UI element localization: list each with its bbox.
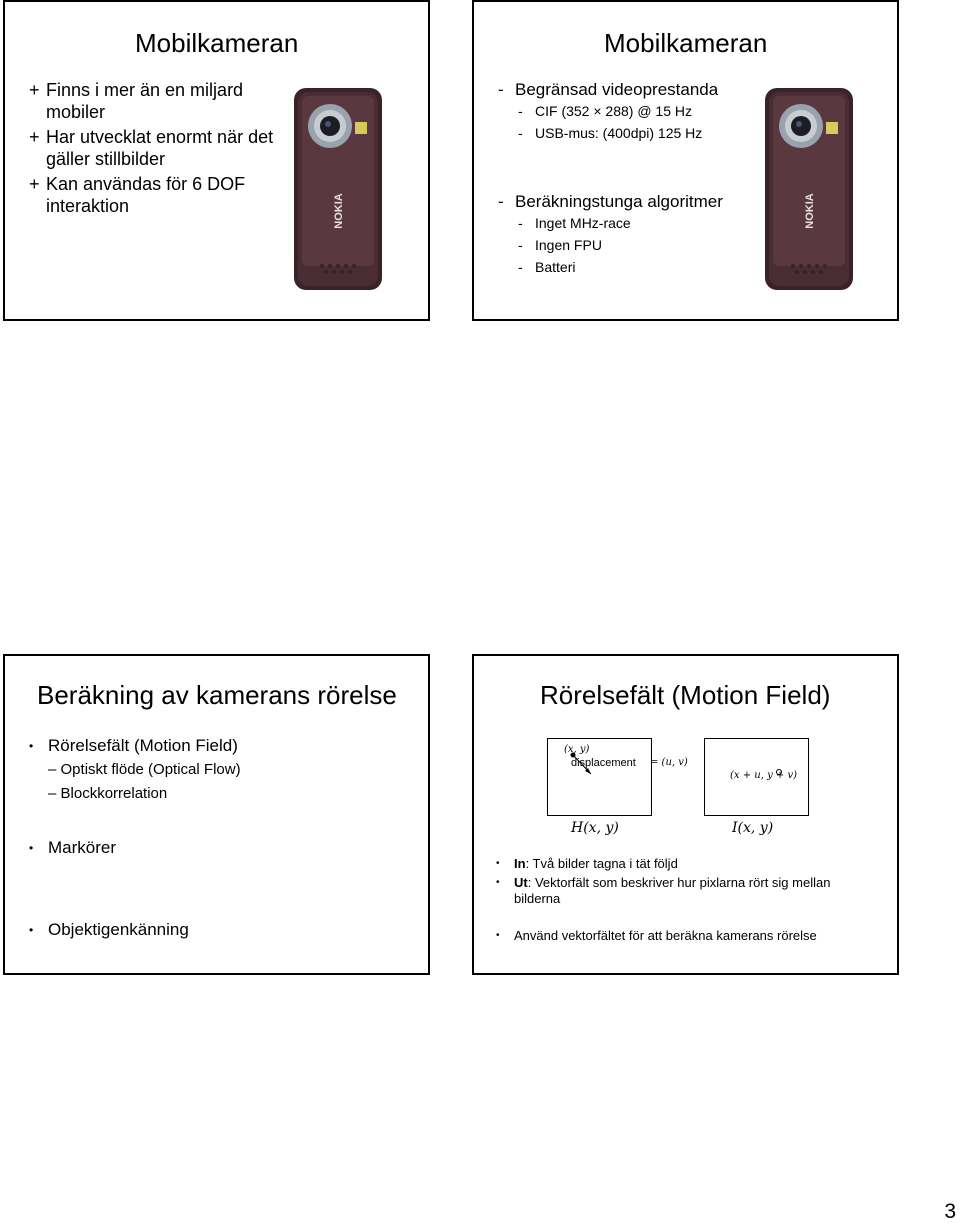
- list-item: [498, 192, 758, 212]
- list-item-text: Beräkningstunga algoritmer: [515, 192, 723, 211]
- caption-h: H(x, y): [571, 820, 619, 836]
- bullet-marker: •: [29, 841, 34, 855]
- plus-list: [29, 79, 279, 220]
- list-item-text: Begränsad videoprestanda: [515, 80, 719, 99]
- bullet-item: [492, 928, 844, 944]
- bullet-item: [27, 735, 238, 757]
- list-item: [29, 126, 279, 170]
- slide-kamerans-rorelse: [3, 654, 430, 975]
- slide-title: Mobilkameran: [604, 28, 768, 58]
- sub-item-text: Inget MHz-race: [535, 215, 631, 231]
- slide-title: Rörelsefält (Motion Field): [540, 680, 831, 710]
- dash-marker: -: [518, 259, 523, 275]
- brand-logo: NOKIA: [804, 193, 816, 229]
- dash-group: [498, 80, 758, 144]
- list-item-text: Kan användas för 6 DOF interaktion: [46, 174, 246, 216]
- bullet-marker: •: [496, 930, 500, 941]
- sub-item: [518, 256, 758, 278]
- dash-group: [498, 192, 758, 278]
- point-label: (x, y): [564, 744, 590, 755]
- sub-item: [518, 122, 758, 144]
- plus-marker: +: [29, 80, 40, 100]
- sub-item-text: Batteri: [535, 259, 576, 275]
- list-item: [498, 80, 758, 100]
- sub-item: [48, 785, 167, 802]
- nokia-phone-image: [292, 86, 384, 292]
- sub-item: [518, 212, 758, 234]
- bullet-item: [492, 856, 844, 872]
- slide-title: Mobilkameran: [135, 28, 299, 58]
- dash-marker: -: [518, 215, 523, 231]
- caption-i: I(x, y): [732, 820, 774, 836]
- shifted-point-label: (x + u, y + v): [730, 770, 798, 781]
- vector-label: = (u, v): [650, 757, 688, 768]
- bullet-marker: •: [496, 877, 500, 888]
- bullet-marker: •: [29, 739, 34, 753]
- dash-marker: –: [48, 761, 57, 778]
- sub-item-text: Optiskt flöde (Optical Flow): [60, 761, 241, 778]
- dash-marker: -: [518, 103, 523, 119]
- slide-mobilkameran-2: [472, 0, 899, 321]
- bullet-text: Markörer: [48, 838, 117, 857]
- dash-marker: -: [498, 80, 504, 99]
- slide-title: Beräkning av kamerans rörelse: [37, 680, 397, 710]
- sub-item-text: USB-mus: (400dpi) 125 Hz: [535, 125, 703, 141]
- bullet-bold: Ut: [514, 875, 528, 890]
- sub-item-text: Blockkorrelation: [60, 785, 168, 802]
- list-item: [29, 79, 279, 123]
- bullet-text: : Två bilder tagna i tät följd: [525, 856, 678, 871]
- bullet-text: Rörelsefält (Motion Field): [48, 736, 238, 755]
- plus-marker: +: [29, 127, 40, 147]
- list-item: [29, 173, 279, 217]
- dash-marker: -: [498, 192, 504, 211]
- bullet-bold: In: [514, 856, 526, 871]
- bullet-item: [27, 837, 116, 859]
- slide-motion-field: [472, 654, 899, 975]
- sub-item: [48, 761, 241, 778]
- plus-marker: +: [29, 174, 40, 194]
- sub-item: [518, 234, 758, 256]
- bullet-text: Använd vektorfältet för att beräkna kamerans rörelse: [514, 928, 817, 943]
- nokia-phone-image: [763, 86, 855, 292]
- bullet-text: : Vektorfält som beskriver hur pixlarna rört sig mellan bilderna: [514, 875, 831, 906]
- brand-logo: NOKIA: [333, 193, 345, 229]
- bullet-text: Objektigenkänning: [48, 920, 189, 939]
- sub-item: [518, 100, 758, 122]
- bullet-marker: •: [29, 923, 34, 937]
- dash-marker: –: [48, 785, 57, 802]
- bullet-marker: •: [496, 858, 500, 869]
- bullet-item: [27, 919, 189, 941]
- displacement-label: displacement: [571, 757, 636, 769]
- sub-item-text: Ingen FPU: [535, 237, 602, 253]
- bullet-item: [492, 875, 844, 907]
- dash-marker: -: [518, 237, 523, 253]
- dash-marker: -: [518, 125, 523, 141]
- slide-mobilkameran-1: [3, 0, 430, 321]
- sub-item-text: CIF (352 × 288) @ 15 Hz: [535, 103, 693, 119]
- list-item-text: Finns i mer än en miljard mobiler: [46, 80, 244, 122]
- list-item-text: Har utvecklat enormt när det gäller stillbilder: [46, 127, 274, 169]
- page-number: 3: [944, 1200, 956, 1223]
